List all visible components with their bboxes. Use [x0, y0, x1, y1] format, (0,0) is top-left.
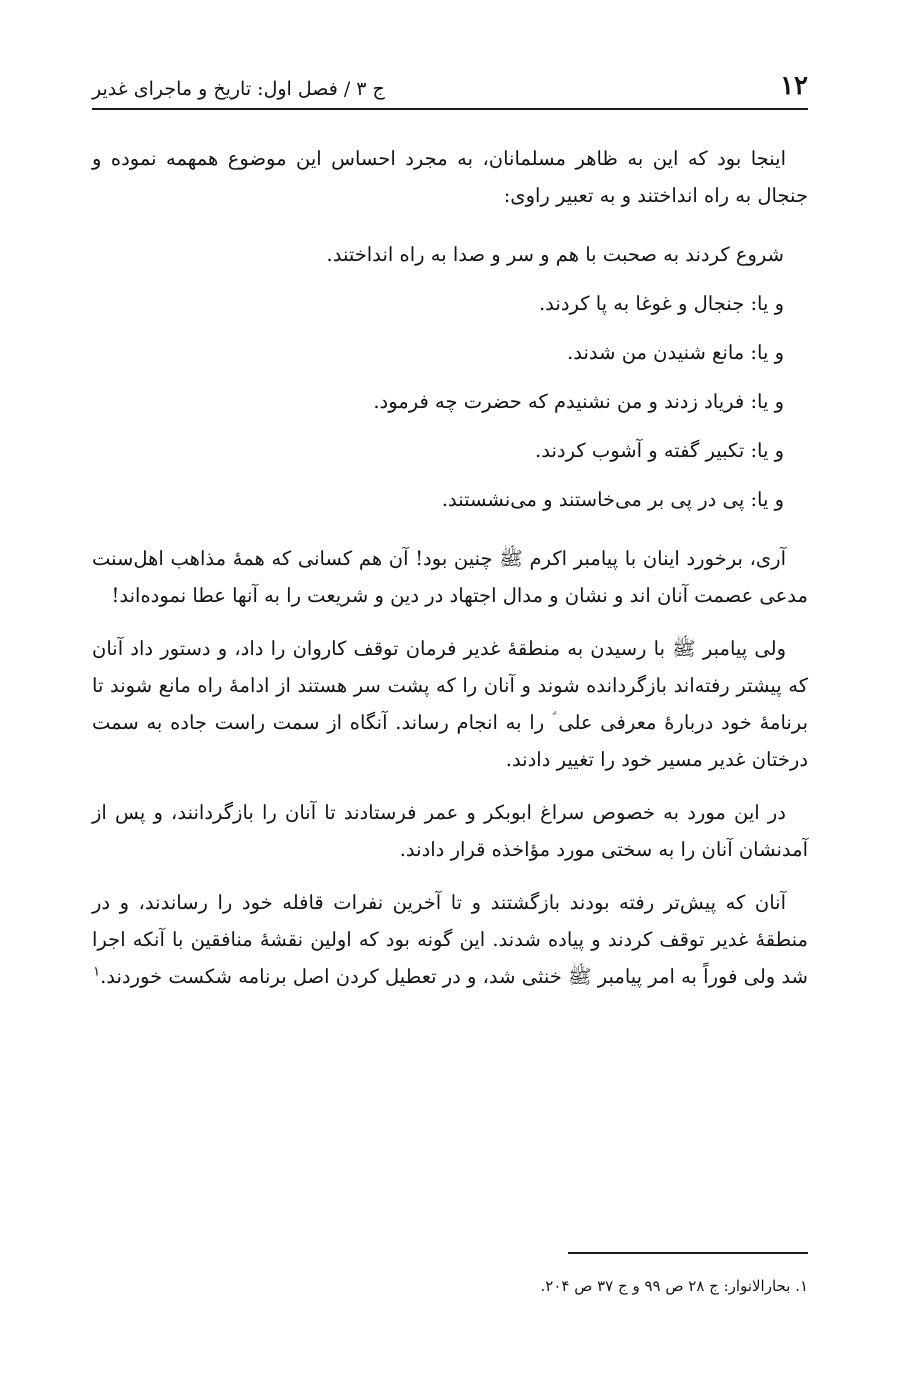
footnote-marker: ۱ [93, 964, 101, 980]
quote-item: شروع کردند به صحبت با هم و سر و صدا به راه انداختند. [326, 243, 784, 266]
paragraph-3: ولی پیامبر ﷺ با رسیدن به منطقهٔ غدیر فرمان توقف کاروان را داد، و دستور داد آنان که پیشتر رفته‌اند بازگردانده شوند و آنان را که پشت سر هستند از ادامهٔ راه مانع شوند تا برنامهٔ خود دربارهٔ معرفی علی ؑ را به انجام رساند. آنگاه از سمت راست جاده به سمت درختان غدیر مسیر خود را تغییر دادند. [92, 637, 808, 771]
paragraph-5-text: آنان که پیش‌تر رفته بودند بازگشتند و تا آخرین نفرات قافله خود را رساندند، و در منطقهٔ غدیر توقف کردند و پیاده شدند. این گونه بود که اولین نقشهٔ منافقین با آنکه اجرا شد ولی فوراً به امر پیامبر ﷺ خنثی شد، و در تعطیل کردن اصل برنامه شکست خوردند. [92, 891, 808, 988]
paragraph-2: آری، برخورد اینان با پیامبر اکرم ﷺ چنین بود! آن هم کسانی که همهٔ مذاهب اهل‌سنت مدعی عصمت آنان اند و نشان و مدال اجتهاد در دین و شریعت را به آنها عطا نموده‌اند! [92, 547, 808, 607]
running-title: ج ۳ / فصل اول: تاریخ و ماجرای غدیر [92, 78, 385, 100]
page-number: ۱۲ [780, 71, 808, 101]
paragraph-5 [92, 884, 808, 995]
paragraph-intro: اینجا بود که این به ظاهر مسلمانان، به مجرد احساس این موضوع همهمه نموده و جنجال به راه انداختند و به تعبیر راوی: [92, 147, 808, 207]
body-text [92, 140, 808, 1011]
footnote-divider [568, 1252, 808, 1254]
quote-item: و یا: پی در پی بر می‌خاستند و می‌نشستند. [441, 488, 784, 511]
quote-item: و یا: فریاد زدند و من نشنیدم که حضرت چه فرمود. [373, 390, 784, 413]
page-header [92, 68, 808, 110]
quote-item: و یا: تکبیر گفته و آشوب کردند. [535, 439, 784, 462]
quote-item: و یا: مانع شنیدن من شدند. [567, 341, 784, 364]
quote-item: و یا: جنجال و غوغا به پا کردند. [538, 292, 784, 315]
footnote: ۱. بحارالانوار: ج ۲۸ ص ۹۹ و ج ۳۷ ص ۲۰۴. [540, 1277, 808, 1295]
paragraph-4: در این مورد به خصوص سراغ ابوبکر و عمر فرستادند تا آنان را بازگردانند، و پس از آمدنشان آنان را به سختی مورد مؤاخذه قرار دادند. [92, 801, 808, 861]
narrator-quotes-list [92, 230, 784, 524]
book-page [92, 0, 808, 1390]
